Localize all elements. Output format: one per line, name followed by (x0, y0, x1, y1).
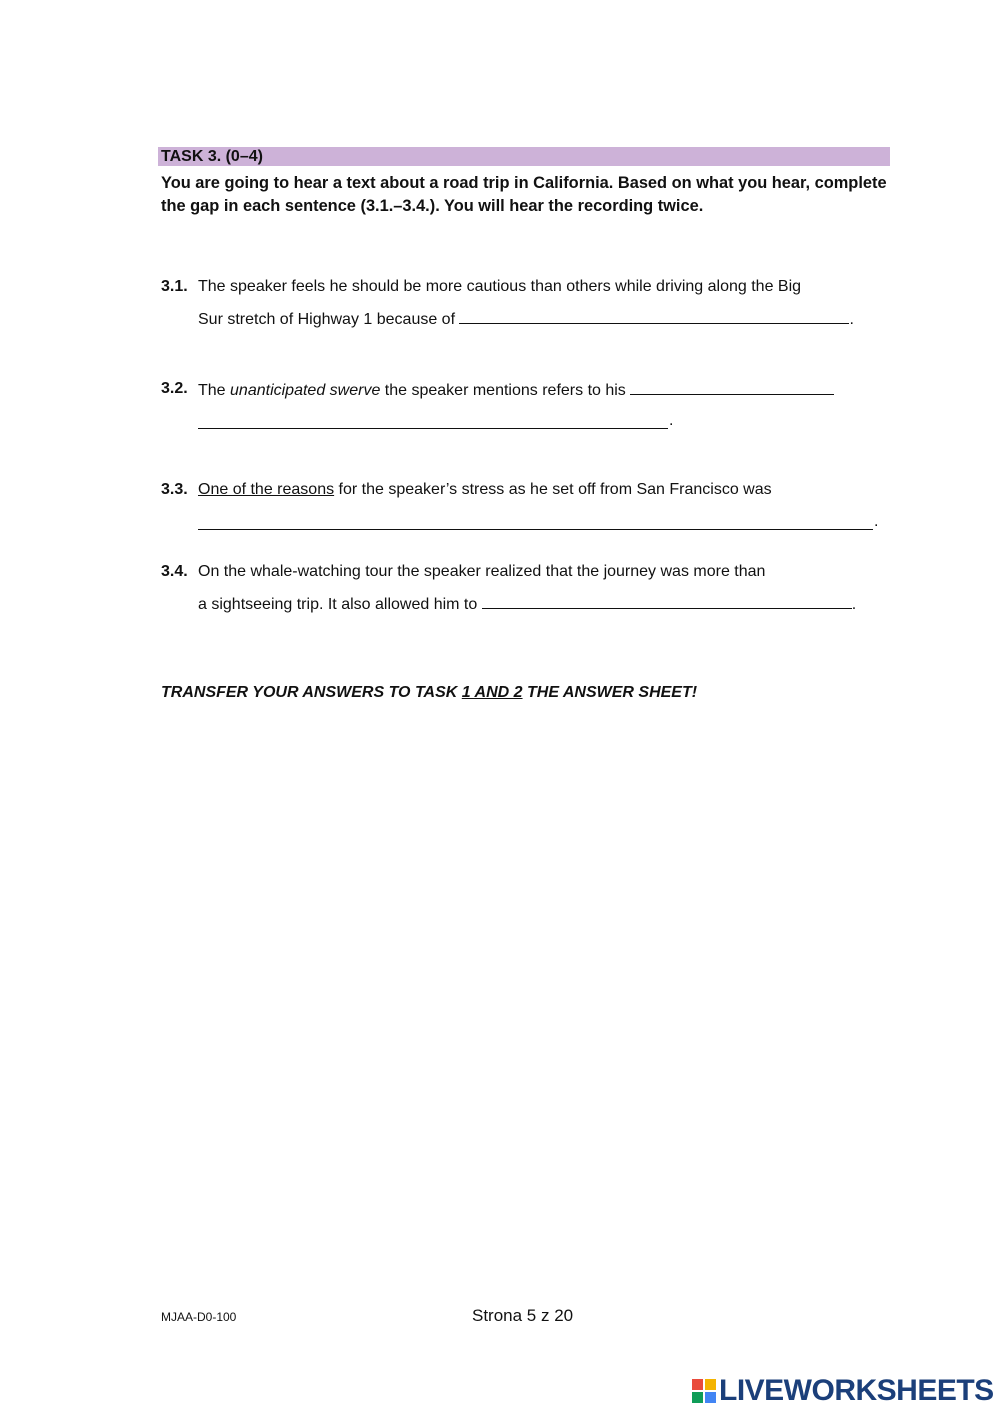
footer-code: MJAA-D0-100 (161, 1310, 237, 1324)
question-text-line1 (198, 380, 834, 400)
brand-logo (692, 1374, 994, 1408)
question-text: for the speaker’s stress as he set off from San Francisco was (338, 481, 772, 498)
question-text: Sur stretch of Highway 1 because of (198, 311, 456, 328)
task-title: TASK 3. (0–4) (158, 147, 890, 166)
answer-gap-line2[interactable] (198, 412, 668, 429)
question-emphasis: unanticipated swerve (230, 382, 381, 399)
answer-gap[interactable] (630, 380, 834, 395)
period: . (874, 513, 879, 530)
question-number: 3.4. (161, 563, 188, 580)
transfer-instruction (161, 684, 697, 702)
question-text-line1: On the whale-watching tour the speaker realized that the journey was more than (198, 563, 766, 580)
question-number: 3.2. (161, 380, 188, 397)
brand-name: LIVEWORKSHEETS (719, 1374, 994, 1407)
liveworksheets-icon (692, 1379, 716, 1403)
question-text: The (198, 382, 226, 399)
question-text-line1: The speaker feels he should be more cautious than others while driving along the Big (198, 278, 802, 295)
question-text: a sightseeing trip. It also allowed him to (198, 596, 478, 613)
transfer-text: TRANSFER YOUR ANSWERS TO TASK (161, 684, 458, 701)
question-text: the speaker mentions refers to his (384, 382, 626, 399)
question-text-line2: Sur stretch of Highway 1 because of . (198, 311, 854, 328)
question-text-line1 (198, 481, 772, 499)
transfer-underlined: 1 AND 2 (461, 684, 523, 701)
page-number: Strona 5 z 20 (472, 1306, 574, 1325)
answer-gap[interactable] (459, 309, 849, 324)
question-underlined: One of the reasons (198, 481, 335, 498)
period: . (669, 412, 674, 429)
transfer-text: THE ANSWER SHEET! (526, 684, 698, 701)
question-number: 3.3. (161, 481, 188, 498)
answer-gap[interactable] (198, 513, 873, 530)
answer-gap[interactable] (482, 594, 852, 609)
task-instructions: You are going to hear a text about a road trip in California. Based on what you hear, complete the gap in each sentence (3.1.–3.4.). You will hear the recording twice. (161, 174, 887, 215)
question-text-line2: a sightseeing trip. It also allowed him to . (198, 596, 857, 613)
question-number: 3.1. (161, 278, 188, 295)
